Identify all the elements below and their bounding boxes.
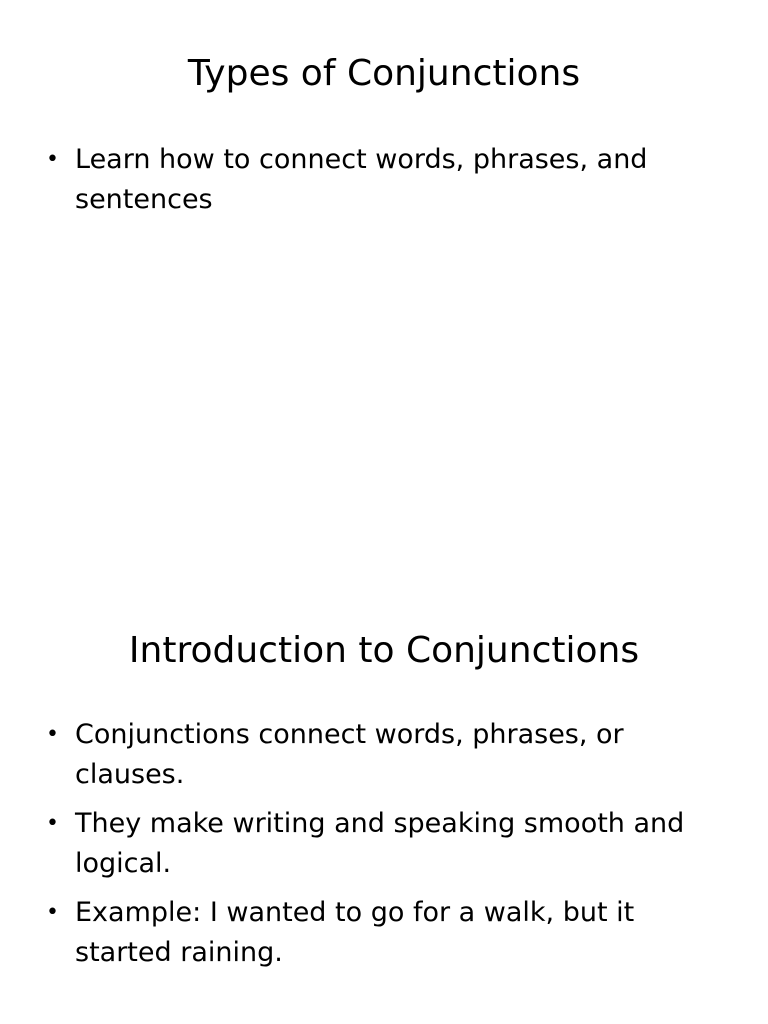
bullet-text: Conjunctions connect words, phrases, or clauses. <box>75 719 624 790</box>
bullet-list <box>40 140 720 229</box>
bullet-list <box>40 715 720 982</box>
bullet-item <box>40 715 720 795</box>
bullet-text: Example: I wanted to go for a walk, but it started raining. <box>75 897 635 968</box>
slide-introduction-to-conjunctions <box>0 512 768 1024</box>
bullet-icon: • <box>46 811 59 836</box>
bullet-item <box>40 893 720 973</box>
bullet-icon: • <box>46 900 59 925</box>
bullet-item <box>40 140 720 220</box>
bullet-icon: • <box>46 722 59 747</box>
bullet-text: Learn how to connect words, phrases, and sentences <box>75 144 648 215</box>
bullet-text: They make writing and speaking smooth and logical. <box>75 808 685 879</box>
bullet-icon: • <box>46 147 59 172</box>
slide-title: Types of Conjunctions <box>187 53 581 94</box>
slide-title: Introduction to Conjunctions <box>128 630 640 671</box>
bullet-item <box>40 804 720 884</box>
